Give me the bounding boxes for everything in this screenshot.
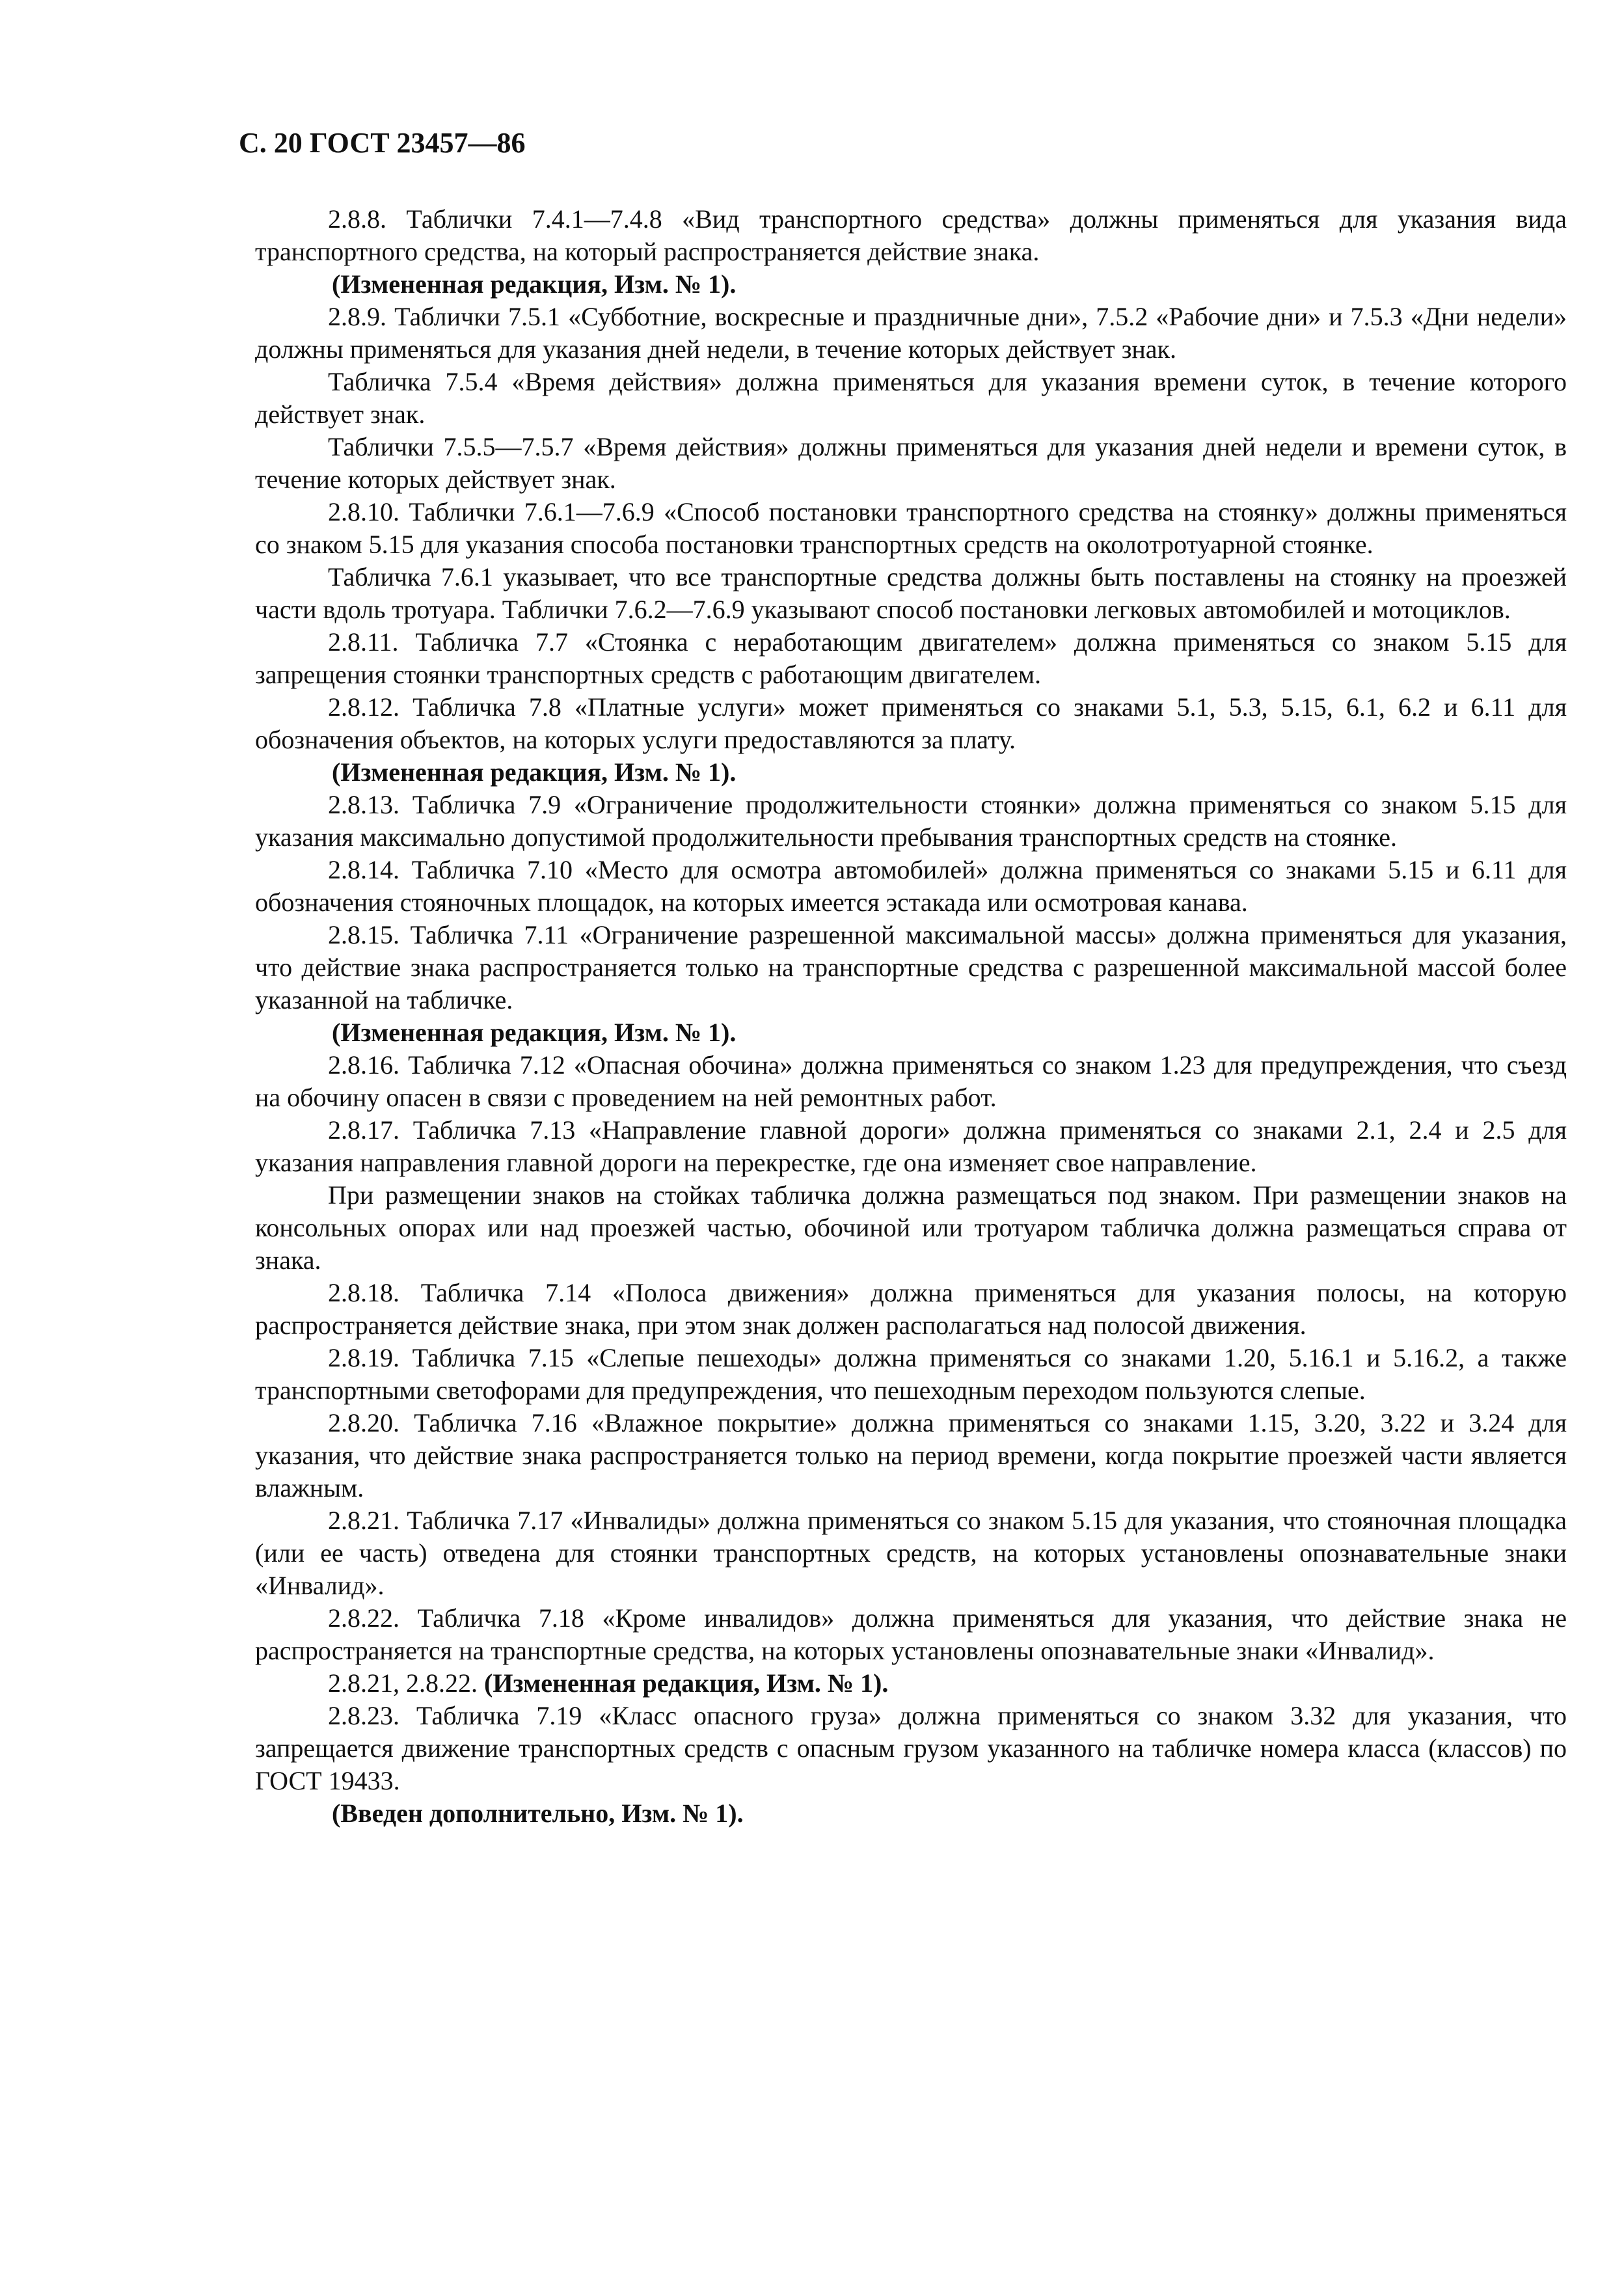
paragraph-2-8-13: 2.8.13. Табличка 7.9 «Ограничение продолжительности стоянки» должна применяться со знаком 5.15 для указания максимально допустимой продолжительности пребывания транспортных средств на стоянке. xyxy=(255,790,1567,852)
amendment-note xyxy=(255,756,1567,789)
page-header: С. 20 ГОСТ 23457—86 xyxy=(239,127,526,159)
paragraph-placement: При размещении знаков на стойках табличка должна размещаться под знаком. При размещении знаков на консольных опорах или над проезжей частью, обочиной или тротуаром табличка должна размещаться справа от знака. xyxy=(255,1180,1567,1275)
paragraph-2-8-9: 2.8.9. Таблички 7.5.1 «Субботние, воскресные и праздничные дни», 7.5.2 «Рабочие дни» и 7.5.3 «Дни недели» должны применяться для указания дней недели, в течение которых действует знак. xyxy=(255,302,1567,364)
paragraph-2-8-10: 2.8.10. Таблички 7.6.1—7.6.9 «Способ постановки транспортного средства на стоянку» должны применяться со знаком 5.15 для указания способа постановки транспортных средств на околотротуарной стоянке. xyxy=(255,497,1567,559)
document-body xyxy=(255,203,1567,1830)
paragraph-2-8-18: 2.8.18. Табличка 7.14 «Полоса движения» должна применяться для указания полосы, на которую распространяется действие знака, при этом знак должен располагаться над полосой движения. xyxy=(255,1278,1567,1340)
paragraph-2-8-12: 2.8.12. Табличка 7.8 «Платные услуги» может применяться со знаками 5.1, 5.3, 5.15, 6.1, 6.2 и 6.11 для обозначения объектов, на которых услуги предоставляются за плату. xyxy=(255,692,1567,754)
amendment-ref-note: (Измененная редакция, Изм. № 1). xyxy=(484,1668,889,1698)
paragraph-7-6-1: Табличка 7.6.1 указывает, что все транспортные средства должны быть поставлены на стоянку на проезжей части вдоль тротуара. Таблички 7.6.2—7.6.9 указывают способ постановки легковых автомобилей и мотоциклов. xyxy=(255,562,1567,624)
amendment-note-text: (Измененная редакция, Изм. № 1). xyxy=(332,1018,737,1047)
paragraph-2-8-22: 2.8.22. Табличка 7.18 «Кроме инвалидов» должна применяться для указания, что действие знака не распространяется на транспортные средства, на которых установлены опознавательные знаки «Инвалид». xyxy=(255,1603,1567,1665)
paragraph-2-8-19: 2.8.19. Табличка 7.15 «Слепые пешеходы» должна применяться со знаками 1.20, 5.16.1 и 5.16.2, а также транспортными светофорами для предупреждения, что пешеходным переходом пользуются слепые. xyxy=(255,1343,1567,1405)
paragraph-2-8-21: 2.8.21. Табличка 7.17 «Инвалиды» должна применяться со знаком 5.15 для указания, что стояночная площадка (или ее часть) отведена для стоянки транспортных средств, на которых установлены опознавательные знаки «Инвалид». xyxy=(255,1506,1567,1600)
paragraph-amendment-ref xyxy=(255,1667,1567,1700)
paragraph-2-8-14: 2.8.14. Табличка 7.10 «Место для осмотра автомобилей» должна применяться со знаками 5.15 и 6.11 для обозначения стояночных площадок, на которых имеется эстакада или осмотровая канава. xyxy=(255,855,1567,917)
paragraph-2-8-15: 2.8.15. Табличка 7.11 «Ограничение разрешенной максимальной массы» должна применяться для указания, что действие знака распространяется только на транспортные средства с разрешенной максимальной массой более указанной на табличке. xyxy=(255,920,1567,1014)
paragraph-2-8-8: 2.8.8. Таблички 7.4.1—7.4.8 «Вид транспортного средства» должны применяться для указания вида транспортного средства, на который распространяется действие знака. xyxy=(255,204,1567,266)
paragraph-2-8-11: 2.8.11. Табличка 7.7 «Стоянка с неработающим двигателем» должна применяться со знаком 5.15 для запрещения стоянки транспортных средств с работающим двигателем. xyxy=(255,627,1567,689)
added-note xyxy=(255,1797,1567,1830)
paragraph-2-8-17: 2.8.17. Табличка 7.13 «Направление главной дороги» должна применяться со знаками 2.1, 2.4 и 2.5 для указания направления главной дороги на перекрестке, где она изменяет свое направление. xyxy=(255,1115,1567,1177)
amendment-note-text: (Измененная редакция, Изм. № 1). xyxy=(332,269,737,299)
paragraph-2-8-23: 2.8.23. Табличка 7.19 «Класс опасного груза» должна применяться со знаком 3.32 для указания, что запрещается движение транспортных средств с опасным грузом указанного на табличке номера класса (классов) по ГОСТ 19433. xyxy=(255,1701,1567,1795)
amendment-note xyxy=(255,1016,1567,1049)
paragraph-7-5-4: Табличка 7.5.4 «Время действия» должна применяться для указания времени суток, в течение которого действует знак. xyxy=(255,367,1567,429)
paragraph-7-5-5: Таблички 7.5.5—7.5.7 «Время действия» должны применяться для указания дней недели и времени суток, в течение которых действует знак. xyxy=(255,432,1567,494)
amendment-ref-prefix: 2.8.21, 2.8.22. xyxy=(328,1668,484,1698)
added-note-text: (Введен дополнительно, Изм. № 1). xyxy=(332,1799,744,1828)
paragraph-2-8-20: 2.8.20. Табличка 7.16 «Влажное покрытие» должна применяться со знаками 1.15, 3.20, 3.22 и 3.24 для указания, что действие знака распространяется только на период времени, когда покрытие проезжей части является влажным. xyxy=(255,1408,1567,1502)
paragraph-2-8-16: 2.8.16. Табличка 7.12 «Опасная обочина» должна применяться со знаком 1.23 для предупреждения, что съезд на обочину опасен в связи с проведением на ней ремонтных работ. xyxy=(255,1050,1567,1112)
amendment-note-text: (Измененная редакция, Изм. № 1). xyxy=(332,757,737,787)
amendment-note xyxy=(255,268,1567,301)
